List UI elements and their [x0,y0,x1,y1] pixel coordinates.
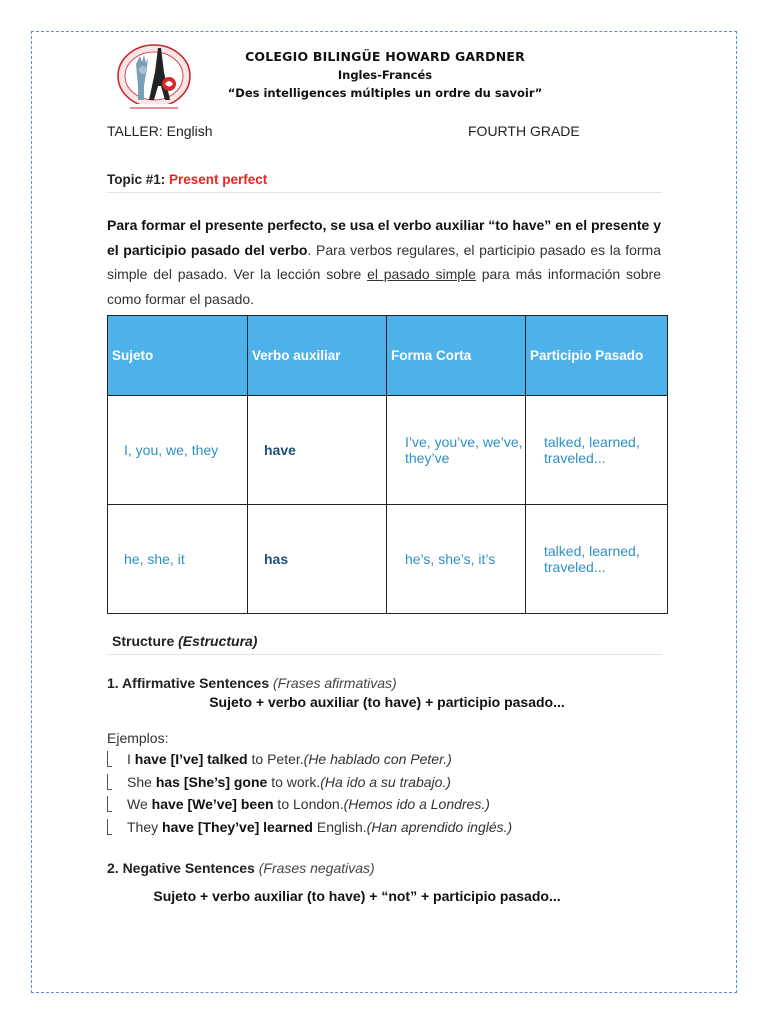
cell-participle: talked, learned, traveled... [526,505,668,614]
conjugation-table [107,315,668,614]
grade-label: FOURTH GRADE [468,123,580,139]
intro-text-1: . Para verbos regulares, el participio pasado es la forma simple del pasado. Ver la lección sobre [107,241,661,282]
school-languages: Ingles-Francés [337,68,433,82]
header-forma-corta: Forma Corta [387,316,526,396]
example-subject: She [127,773,156,790]
negative-heading [107,860,375,876]
topic-label: Topic #1: [107,172,170,187]
example-rest: English. [312,818,367,835]
example-rest: to work. [267,773,321,790]
affirmative-translation: (Frases afirmativas) [269,675,397,691]
negative-title: 2. Negative Sentences [107,860,255,876]
bullet-icon [107,819,112,835]
intro-bold-text: Para formar el presente perfecto, se usa el verbo auxiliar “to have” en el presente y el participio pasado del verbo [107,217,662,258]
examples-label: Ejemplos: [107,730,169,746]
school-header [200,48,570,102]
cell-subject: I, you, we, they [108,396,248,505]
structure-label: Structure [112,633,179,649]
cell-short-form: he’s, she’s, it’s [387,505,526,614]
example-subject: I [127,751,135,767]
example-translation: (Ha ido a su trabajo.) [320,773,451,790]
bullet-icon [107,796,112,812]
list-item [107,771,512,794]
example-verb: has [She’s] gone [155,773,268,790]
list-item [107,793,512,816]
examples-list [107,748,512,838]
affirmative-formula: Sujeto + verbo auxiliar (to have) + participio pasado... [209,694,565,710]
list-item [107,748,512,771]
topic-divider [107,192,662,193]
header-participio-pasado: Participio Pasado [526,316,668,396]
affirmative-heading [107,675,397,691]
table-row [108,396,668,505]
structure-translation: (Estructura) [178,633,258,649]
school-motto: “Des intelligences múltiples un ordre du savoir” [227,86,543,100]
negative-translation: (Frases negativas) [254,860,375,876]
example-verb: have [They’ve] learned [162,818,313,835]
negative-formula: Sujeto + verbo auxiliar (to have) + “not” + participio pasado... [153,888,561,904]
example-translation: (He hablado con Peter.) [303,751,452,767]
cell-auxiliary: has [248,505,387,614]
bullet-icon [107,751,112,767]
table-header-row [108,316,668,396]
cell-auxiliary: have [248,396,387,505]
example-rest: to Peter. [247,751,304,767]
bullet-icon [107,774,112,790]
affirmative-title: 1. Affirmative Sentences [107,675,270,691]
cell-subject: he, she, it [108,505,248,614]
example-subject: They [127,818,163,835]
simple-past-link[interactable]: el pasado simple [367,266,476,282]
header-verbo-auxiliar: Verbo auxiliar [248,316,387,396]
example-translation: (Han aprendido inglés.) [366,818,513,835]
intro-text-2: para más información sobre como formar el pasado. [107,266,662,307]
structure-heading [112,633,257,649]
list-item [107,816,512,839]
school-name: COLEGIO BILINGÜE HOWARD GARDNER [245,49,525,64]
topic-heading [107,172,267,187]
example-rest: to London. [273,796,344,812]
example-verb: have [I’ve] talked [134,751,248,767]
structure-divider [107,654,662,655]
example-subject: We [127,796,152,812]
topic-name: Present perfect [169,172,268,187]
cell-short-form: I’ve, you’ve, we’ve, they’ve [387,396,526,505]
taller-label: TALLER: English [107,123,213,139]
table-row [108,505,668,614]
example-verb: have [We’ve] been [151,796,274,812]
header-sujeto: Sujeto [108,316,248,396]
school-crest-icon [114,42,194,116]
example-translation: (Hemos ido a Londres.) [343,796,490,812]
cell-participle: talked, learned, traveled... [526,396,668,505]
intro-paragraph [107,213,661,311]
